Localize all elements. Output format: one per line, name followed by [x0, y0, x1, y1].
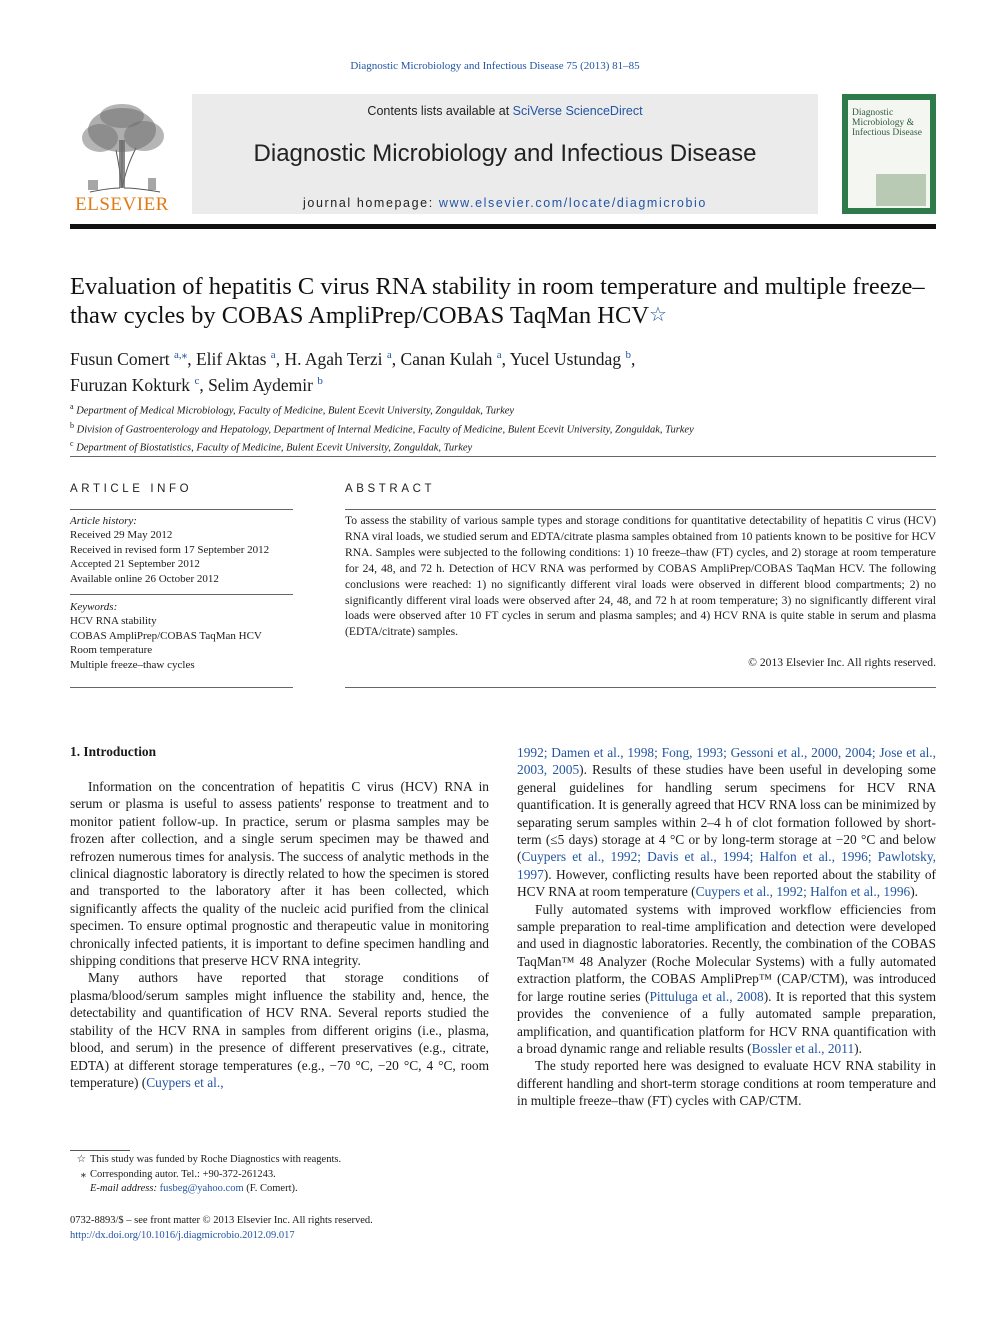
article-title-text: Evaluation of hepatitis C virus RNA stability in room temperature and multiple freeze–thaw cycles by COBAS AmpliPrep/COBAS TaqMan HCV — [70, 273, 925, 329]
footnote-rule — [70, 1150, 130, 1151]
email-link[interactable]: fusbeg@yahoo.com — [159, 1183, 244, 1194]
footnotes — [70, 1153, 489, 1197]
abstract-heading: ABSTRACT — [345, 483, 436, 495]
paragraph: Fully automated systems with improved workflow efficiencies from sample preparation to real-time amplification and detection were developed and used in diagnostic laboratories. Recently, the combination of the COBAS TaqMan™ 48 Analyzer (Roche Molecular Systems) with a fully automated extraction platform, the COBAS AmpliPrep™ (CAP/CTM), was introduced for large routine series (Pittuluga et al., 2008). It is reported that this system provides the convenience of a fully automated sample preparation, amplification, and quantification platform for HCV RNA quantification with a broad dynamic range and reliable results (Bossler et al., 2011). — [517, 901, 936, 1056]
journal-homepage-line — [192, 196, 818, 210]
article-history — [70, 514, 293, 586]
author[interactable]: H. Agah Terzi $^a$, — [284, 348, 401, 369]
doi-link[interactable]: http://dx.doi.org/10.1016/j.diagmicrobio.2012.09.017 — [70, 1229, 295, 1241]
corresponding-footnote: ⁎ Corresponding autor. Tel.: +90-372-261243. — [70, 1168, 489, 1183]
paragraph: Many authors have reported that storage conditions of plasma/blood/serum samples might influence the stability and, hence, the detectability and quantification of HCV RNA. Several reports studied the stability of the HCV RNA in samples from different origins (i.e., plasma, blood, and serum) in the presence of different preservatives (e.g., citrate, EDTA) at different storage temperatures (e.g., −70 °C, −20 °C, 4 °C, room temperature) (Cuypers et al., — [70, 970, 489, 1090]
abstract-divider — [345, 509, 936, 510]
affiliations — [70, 400, 936, 456]
header-rule — [70, 224, 936, 229]
article-history-label: Article history: — [70, 515, 137, 527]
history-entry: Received in revised form 17 September 2012 — [70, 543, 270, 556]
citation-link[interactable]: Cuypers et al., 1992; Davis et al., 1994; Halfon et al., 1996; Pawlotsky, 1997 — [517, 849, 936, 882]
keyword: Multiple freeze–thaw cycles — [70, 658, 195, 671]
funding-footnote: ☆ This study was funded by Roche Diagnostics with reagents. — [70, 1153, 489, 1168]
author[interactable]: Canan Kulah $^a$, — [400, 348, 510, 369]
front-matter — [70, 1214, 570, 1243]
paragraph: Information on the concentration of hepatitis C virus (HCV) RNA in serum or plasma is useful to assess patients' response to treatment and to monitor patient follow-up. In practice, serum or plasma samples may be frozen after collection, and a single serum specimen may be thawed and refrozen numerous times for analysis. The success of analytic methods in the clinical diagnostic laboratory is directly related to how the specimen is stored and transported to the laboratory after it has been collected, which significantly affects the quality of the nucleic acid purified from the clinical specimen. To ensure optimal prognostic and therapeutic value in monitoring chronically infected patients, it is important to define specimen handling and shipping conditions that preserve HCV RNA integrity. — [70, 779, 489, 969]
paragraph: The study reported here was designed to evaluate HCV RNA stability in different handling and short-term storage conditions at room temperature and in multiple freeze–thaw (FT) cycles with CAP/CTM. — [517, 1058, 936, 1109]
star-icon: ☆ — [76, 1154, 86, 1165]
author[interactable]: Furuzan Kokturk $^c$, — [70, 374, 209, 395]
contents-prefix: Contents lists available at — [367, 104, 513, 118]
author-affiliation-mark[interactable]: a — [270, 349, 276, 361]
author[interactable]: Selim Aydemir $^b$ — [208, 374, 323, 395]
author-affiliation-mark[interactable]: a,⁎ — [174, 349, 188, 361]
history-entry: Received 29 May 2012 — [70, 529, 173, 542]
keywords-divider — [70, 594, 293, 595]
contents-line — [192, 104, 818, 118]
author-list — [70, 344, 936, 396]
author-affiliation-mark[interactable]: b — [317, 374, 323, 387]
body-column-right — [517, 744, 936, 1110]
history-entry: Accepted 21 September 2012 — [70, 558, 200, 571]
keyword: Room temperature — [70, 644, 153, 657]
keyword: HCV RNA stability — [70, 615, 157, 628]
author-affiliation-mark[interactable]: b — [625, 349, 631, 361]
article-info-heading: ARTICLE INFO — [70, 483, 193, 495]
citation-link[interactable]: Cuypers et al., 1992; Halfon et al., 1996 — [695, 884, 911, 900]
history-entry: Available online 26 October 2012 — [70, 572, 219, 585]
article-info-divider — [70, 509, 293, 510]
homepage-prefix: journal homepage: — [303, 196, 439, 210]
affiliation: $^c$ Department of Biostatistics, Faculty of Medicine, Bulent Ecevit University, Zonguldak, Turkey — [70, 439, 473, 454]
body-column-left — [70, 778, 489, 1091]
issn-line: 0732-8893/$ – see front matter © 2013 Elsevier Inc. All rights reserved. — [70, 1215, 373, 1226]
citation-link[interactable]: 1992; Damen et al., 1998; Fong, 1993; Gessoni et al., 2000, 2004; Jose et al., 2003, 2005 — [517, 745, 936, 778]
paragraph-continued: 1992; Damen et al., 1998; Fong, 1993; Gessoni et al., 2000, 2004; Jose et al., 2003, 2005). Results of these studies have been useful in developing some general guidelines for handling serum specimens for HCV RNA quantification. It is generally agreed that HCV RNA loss can be minimized by separating serum samples within 2–4 h of clot formation followed by short-term (≤5 days) storage at 4 °C or by long-term storage at −20 °C and below (Cuypers et al., 1992; Davis et al., 1994; Halfon et al., 1996; Pawlotsky, 1997). However, conflicting results have been reported about the stability of HCV RNA at room temperature (Cuypers et al., 1992; Halfon et al., 1996). — [517, 745, 936, 900]
citation-link[interactable]: Cuypers et al., — [146, 1074, 224, 1090]
abstract-bottom-divider — [345, 687, 936, 688]
introduction-heading: 1. Introduction — [70, 744, 157, 759]
author[interactable]: Elif Aktas $^a$, — [195, 348, 285, 369]
affiliation: $^a$ Department of Medical Microbiology, Faculty of Medicine, Bulent Ecevit University, Zonguldak, Turkey — [70, 402, 515, 417]
keyword: COBAS AmpliPrep/COBAS TaqMan HCV — [70, 629, 262, 642]
author-affiliation-mark[interactable]: c — [194, 374, 200, 387]
journal-homepage-link[interactable]: www.elsevier.com/locate/diagmicrobio — [438, 196, 707, 210]
title-footnote-star-icon[interactable]: ☆ — [649, 304, 667, 326]
article-title — [70, 272, 936, 330]
journal-title: Diagnostic Microbiology and Infectious Disease — [253, 140, 757, 167]
journal-cover-image — [876, 174, 926, 206]
journal-cover-title: Diagnostic Microbiology & Infectious Disease — [852, 108, 922, 138]
keywords-label: Keywords: — [70, 601, 118, 613]
author[interactable]: Yucel Ustundag $^b$, — [509, 348, 636, 369]
author-affiliation-mark[interactable]: a — [496, 349, 502, 361]
abstract-copyright: © 2013 Elsevier Inc. All rights reserved. — [748, 656, 936, 669]
article-info-bottom-divider — [70, 687, 293, 688]
affiliation-divider — [70, 456, 936, 457]
elsevier-wordmark[interactable]: ELSEVIER — [75, 194, 169, 215]
email-footnote: E-mail address: fusbeg@yahoo.com (F. Comert). — [90, 1183, 298, 1194]
journal-citation[interactable]: Diagnostic Microbiology and Infectious Disease 75 (2013) 81–85 — [350, 60, 640, 72]
citation-link[interactable]: Bossler et al., 2011 — [751, 1040, 855, 1056]
author-affiliation-mark[interactable]: a — [386, 349, 392, 361]
asterisk-icon: ⁎ — [80, 1168, 86, 1180]
keywords — [70, 600, 293, 672]
sciencedirect-link[interactable]: SciVerse ScienceDirect — [512, 104, 643, 118]
citation-link[interactable]: Pittuluga et al., 2008 — [649, 988, 764, 1004]
abstract-text: To assess the stability of various sample types and storage conditions for quantitative detectability of hepatitis C virus (HCV) RNA viral loads, we studied serum and EDTA/citrate plasma samples obtained from 10 patients known to be positive for HCV RNA. Samples were subjected to the following conditions: 1) 10 freeze–thaw (FT) cycles, and 2) storage at room temperature for 24, 48, and 72 h. Detection of HCV RNA was performed by COBAS AmpliPrep/COBAS TaqMan HCV. The following conclusions were reached: 1) no significantly different viral loads were observed in different blood compartments; 2) no significantly different viral loads were observed after 24, 48, and 72 h at room temperature; 3) no significantly different viral loads were observed after 10 FT cycles in serum and plasma samples; and 4) HCV RNA is quite stable in serum and plasma (EDTA/citrate) samples. — [345, 514, 936, 639]
author[interactable]: Fusun Comert $^{a,⁎}$, — [70, 348, 196, 369]
affiliation: $^b$ Division of Gastroenterology and Hepatology, Department of Internal Medicine, Faculty of Medicine, Bulent Ecevit University, Zonguldak, Turkey — [70, 420, 694, 435]
